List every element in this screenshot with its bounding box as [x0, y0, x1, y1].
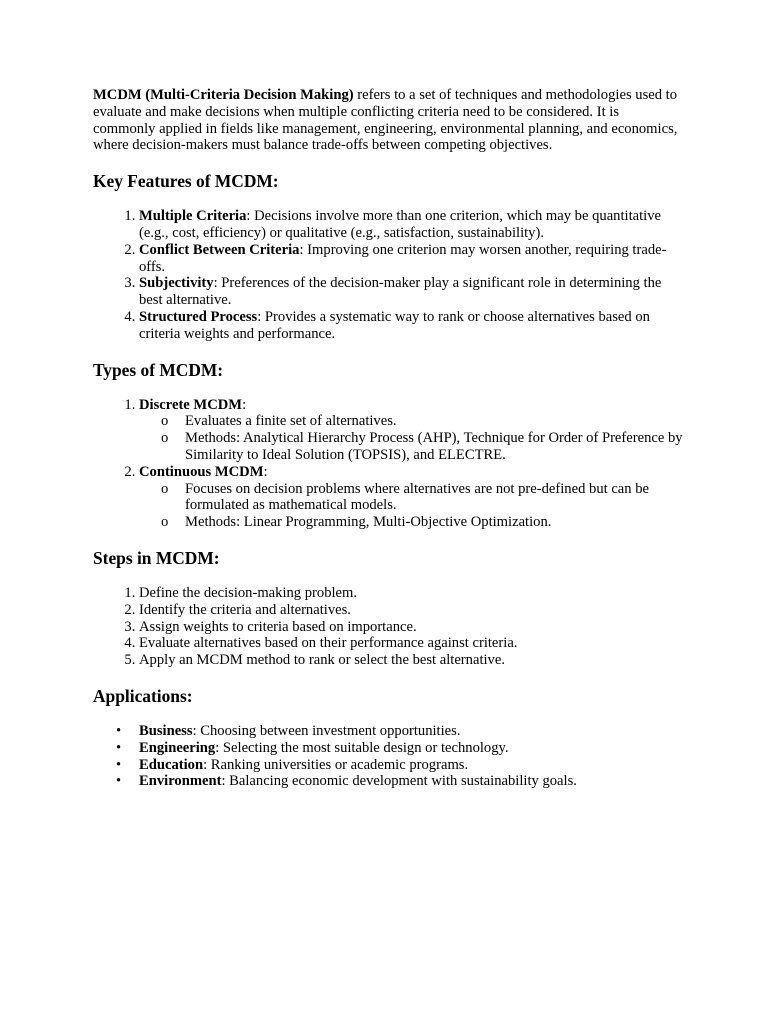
sub-list-item — [161, 413, 683, 430]
list-item: 2. Identify the criteria and alternatives. — [139, 602, 683, 619]
item-term: Environment — [139, 773, 222, 790]
item-text: : Balancing economic development with sustainability goals. — [221, 773, 577, 790]
bullet-icon: • — [116, 722, 122, 739]
item-term: Continuous MCDM — [139, 463, 264, 480]
sub-item-text: Methods: Linear Programming, Multi-Objective Optimization. — [185, 514, 552, 531]
list-item — [116, 756, 683, 774]
list-item — [139, 275, 683, 309]
item-text: : Improving one criterion may worsen another, requiring trade-offs. — [139, 241, 667, 275]
item-term: Conflict Between Criteria — [139, 241, 300, 258]
item-text: : Decisions involve more than one criterion, which may be quantitative (e.g., cost, efficiency) or qualitative (e.g., satisfaction, sustainability). — [139, 208, 661, 241]
item-term: Engineering — [139, 739, 216, 756]
circle-bullet-icon: o — [161, 514, 169, 531]
applications-list — [93, 723, 683, 790]
intro-term: MCDM (Multi-Criteria Decision Making) — [93, 87, 354, 103]
bullet-icon: • — [116, 756, 122, 773]
sub-item-text: Methods: Analytical Hierarchy Process (AHP), Technique for Order of Preference by Similarity to Ideal Solution (TOPSIS), and ELECTRE. — [185, 430, 683, 463]
item-term: Multiple Criteria — [139, 208, 247, 225]
item-text: : Selecting the most suitable design or technology. — [215, 739, 509, 756]
key-features-heading: Key Features of MCDM: — [93, 171, 279, 192]
document-page — [93, 87, 683, 807]
item-term: Discrete MCDM — [139, 396, 243, 413]
list-item — [139, 309, 683, 343]
types-list — [93, 397, 683, 531]
list-item — [139, 464, 683, 531]
circle-bullet-icon: o — [161, 413, 169, 430]
item-term: Business — [139, 722, 193, 739]
item-term: Structured Process — [139, 308, 258, 325]
list-item: 4. Evaluate alternatives based on their performance against criteria. — [139, 635, 683, 652]
list-item: 3. Assign weights to criteria based on importance. — [139, 619, 683, 636]
circle-bullet-icon: o — [161, 430, 169, 447]
item-term: Education — [139, 756, 204, 773]
bullet-icon: • — [116, 773, 122, 790]
list-item: 1. Define the decision-making problem. — [139, 585, 683, 602]
list-item — [139, 242, 683, 276]
item-suffix: : — [242, 396, 247, 413]
sub-item-text: Evaluates a finite set of alternatives. — [185, 413, 397, 430]
list-item — [116, 773, 683, 790]
list-item — [116, 739, 683, 757]
sub-list-item — [161, 480, 683, 515]
intro-text: refers to a set of techniques and methodologies used to evaluate and make decisions when multiple conflicting criteria need to be considered. It is commonly applied in fields like management, engineering, environmental planning, and economics, where decision-makers must balance trade-offs between competing objectives. — [93, 87, 678, 154]
bullet-icon: • — [116, 739, 122, 756]
circle-bullet-icon: o — [161, 480, 169, 497]
item-suffix: : — [263, 463, 268, 480]
sub-item-text: Focuses on decision problems where alternatives are not pre-defined but can be formulated as mathematical models. — [185, 480, 649, 514]
item-text: : Provides a systematic way to rank or choose alternatives based on criteria weights and performance. — [139, 308, 650, 342]
item-text: : Ranking universities or academic programs. — [203, 756, 469, 773]
steps-list — [93, 585, 683, 669]
steps-heading: Steps in MCDM: — [93, 547, 220, 568]
item-text: : Preferences of the decision-maker play a significant role in determining the best alternative. — [139, 275, 662, 309]
sub-list — [139, 481, 683, 531]
sub-list-item — [161, 430, 683, 464]
applications-heading: Applications: — [93, 685, 193, 706]
item-text: : Choosing between investment opportunities. — [192, 722, 461, 739]
item-term: Subjectivity — [139, 275, 214, 292]
intro-paragraph — [93, 87, 683, 154]
key-features-list — [93, 208, 683, 342]
list-item — [116, 722, 683, 740]
types-heading: Types of MCDM: — [93, 359, 224, 380]
sub-list-item — [161, 514, 683, 531]
list-item: 5. Apply an MCDM method to rank or select the best alternative. — [139, 652, 683, 669]
list-item — [139, 397, 683, 464]
sub-list — [139, 413, 683, 463]
list-item — [139, 208, 683, 242]
